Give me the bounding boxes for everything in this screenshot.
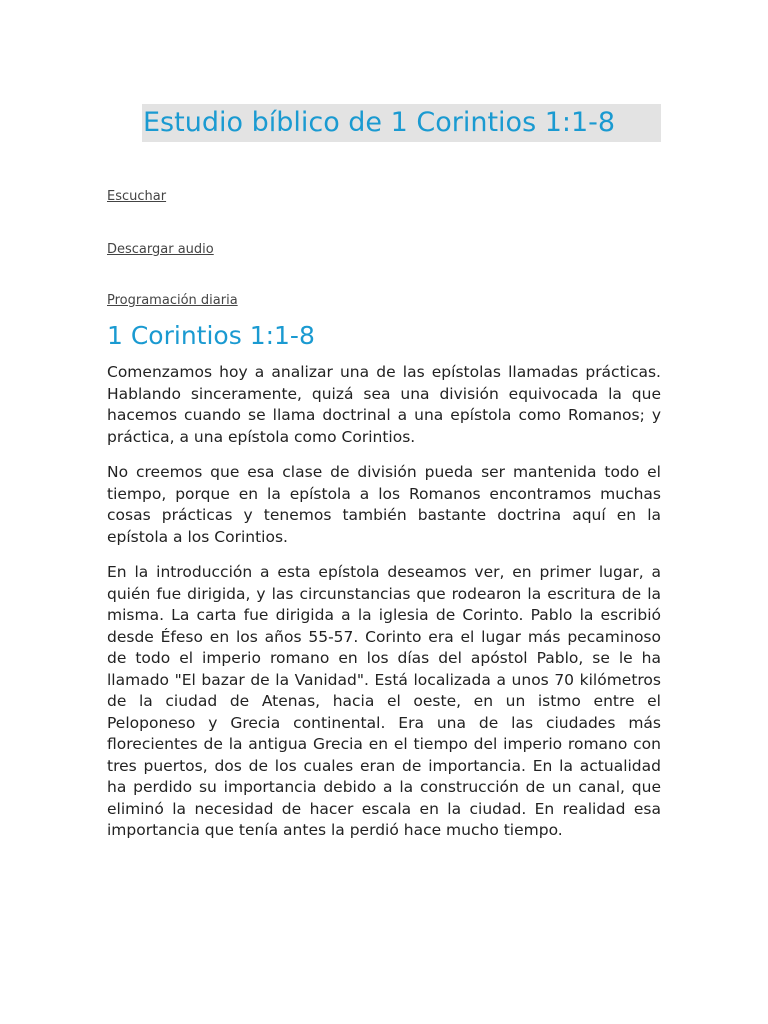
download-audio-link[interactable]: Descargar audio bbox=[107, 242, 214, 257]
paragraph-3: En la introducción a esta epístola deseamos ver, en primer lugar, a quién fue dirigida, y las circunstancias que rodearon la escritura de la misma. La carta fue dirigida a la iglesia de Corinto. Pablo la escribió desde Éfeso en los años 55-57. Corinto era el lugar más pecaminoso de todo el imperio romano en los días del apóstol Pablo, se le ha llamado "El bazar de la Vanidad". Está localizada a unos 70 kilómetros de la ciudad de Atenas, hacia el oeste, en un istmo entre el Peloponeso y Grecia continental. Era una de las ciudades más florecientes de la antigua Grecia en el tiempo del imperio romano con tres puertos, dos de los cuales eran de importancia. En la actualidad ha perdido su importancia debido a la construcción de un canal, que eliminó la necesidad de hacer escala en la ciudad. En realidad esa importancia que tenía antes la perdió hace mucho tiempo. bbox=[107, 563, 661, 839]
page-title: Estudio bíblico de 1 Corintios 1:1-8 bbox=[142, 104, 661, 142]
article-body bbox=[107, 362, 661, 856]
paragraph-2: No creemos que esa clase de división pueda ser mantenida todo el tiempo, porque en la epístola a los Romanos encontramos muchas cosas prácticas y tenemos también bastante doctrina aquí en la epístola a los Corintios. bbox=[107, 463, 661, 546]
listen-link[interactable]: Escuchar bbox=[107, 189, 167, 204]
daily-schedule-link[interactable]: Programación diaria bbox=[107, 293, 238, 308]
paragraph-1: Comenzamos hoy a analizar una de las epístolas llamadas prácticas. Hablando sinceramente, quizá sea una división equivocada la que hacemos cuando se llama doctrinal a una epístola como Romanos; y práctica, a una epístola como Corintios. bbox=[107, 363, 661, 446]
section-heading: 1 Corintios 1:1-8 bbox=[107, 321, 315, 350]
